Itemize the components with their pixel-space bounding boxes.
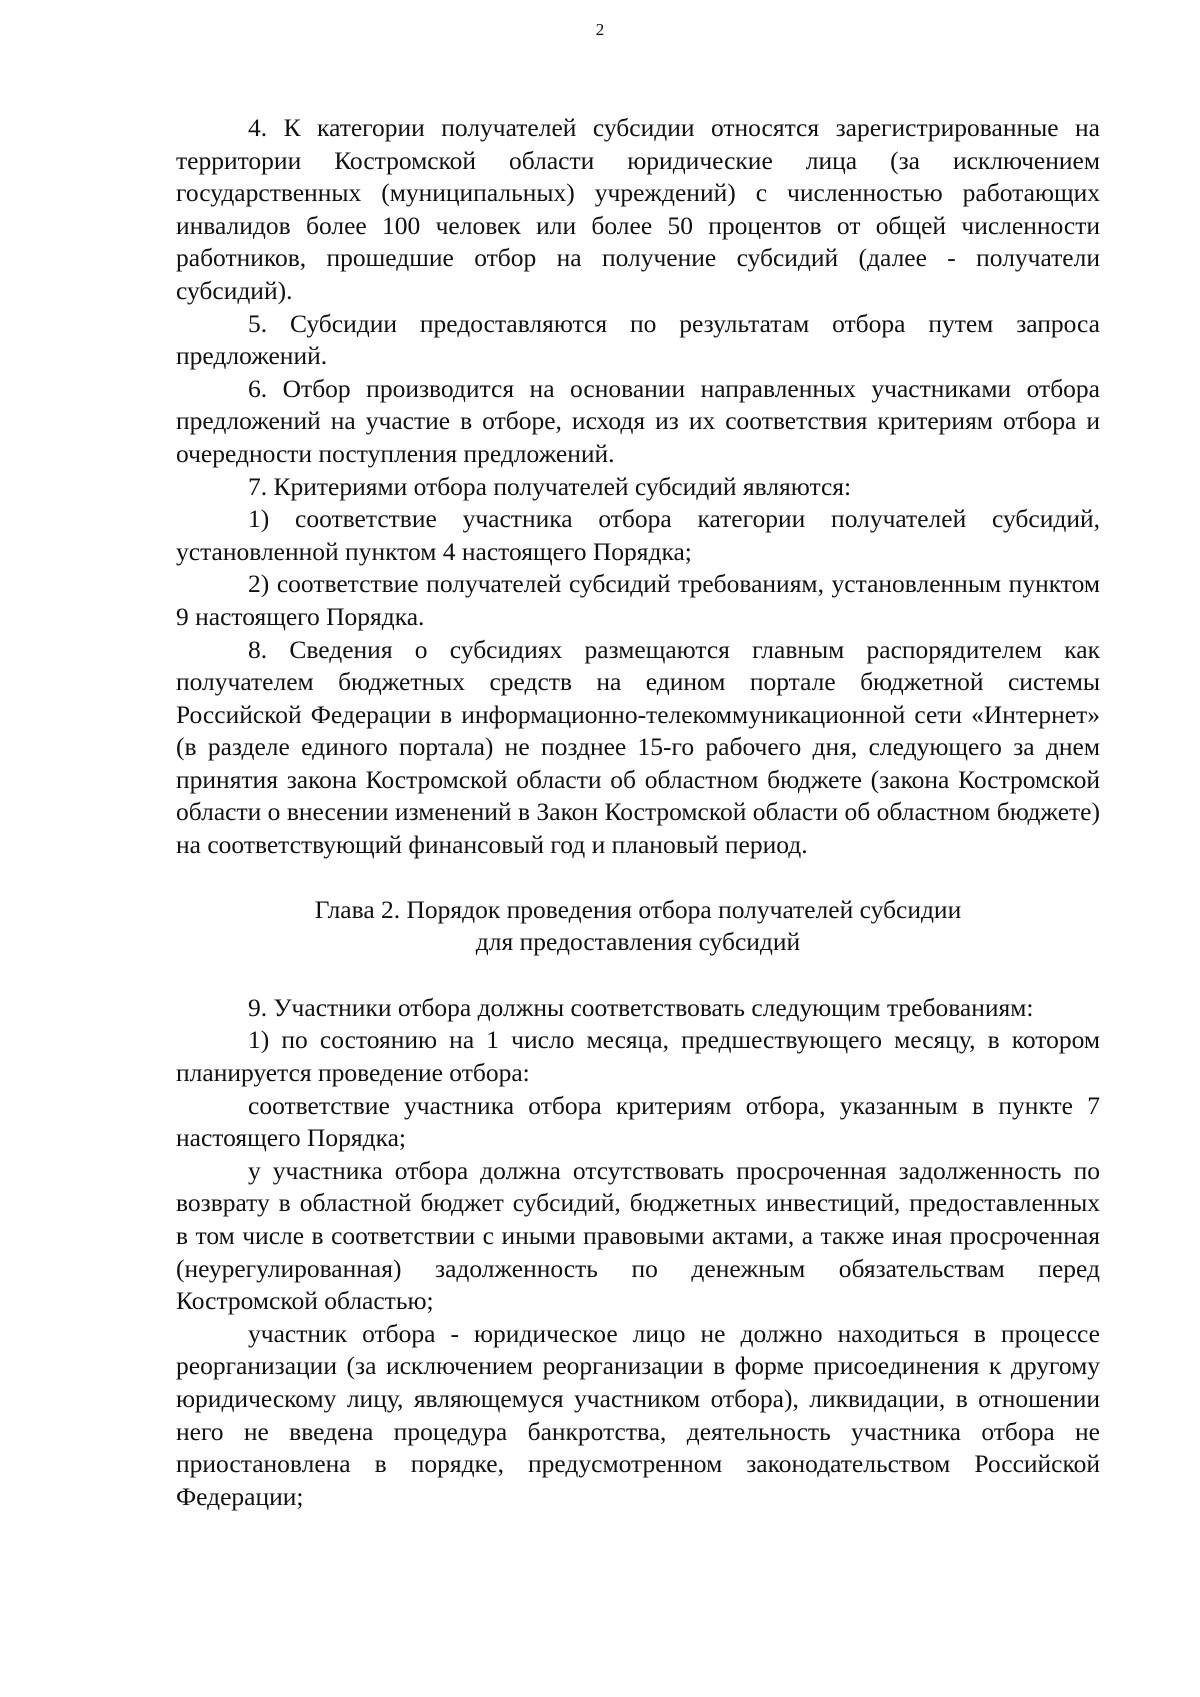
chapter-heading-line-1: Глава 2. Порядок проведения отбора получателей субсидии — [314, 894, 962, 924]
paragraph-item-5: 5. Субсидии предоставляются по результатам отбора путем запроса предложений. — [176, 308, 1100, 371]
paragraph-subitem-7-2: 2) соответствие получателей субсидий требованиям, установленным пунктом 9 настоящего Порядка. — [176, 569, 1100, 631]
chapter-heading-line-2: для предоставления субсидий — [475, 927, 801, 957]
paragraph-requirement-criteria: соответствие участника отбора критериям отбора, указанным в пункте 7 настоящего Порядка; — [176, 1090, 1100, 1153]
paragraph-item-9: 9. Участники отбора должны соответствовать следующим требованиям: — [248, 992, 1034, 1022]
paragraph-item-8: 8. Сведения о субсидиях размещаются главным распорядителем как получателем бюджетных средств на едином портале бюджетной системы Российской Федерации в информационно-телекоммуникационной сети «Интернет» (в разделе единого портала) не позднее 15-го рабочего дня, следующего за днем принятия закона Костромской области об областном бюджете (закона Костромской области о внесении изменений в Закон Костромской области об областном бюджете) на соответствующий финансовый год и плановый период. — [176, 634, 1100, 860]
paragraph-requirement-debt: у участника отбора должна отсутствовать просроченная задолженность по возврату в областной бюджет субсидий, бюджетных инвестиций, предоставленных в том числе в соответствии с иными правовыми актами, а также иная просроченная (неурегулированная) задолженность по денежным обязательствам перед Костромской областью; — [176, 1155, 1100, 1316]
paragraph-requirement-reorganization: участник отбора - юридическое лицо не должно находиться в процессе реорганизации (за исключением реорганизации в форме присоединения к другому юридическому лицу, являющемуся участником отбора), ликвидации, в отношении него не введена процедура банкротства, деятельность участника отбора не приостановлена в порядке, предусмотренном законодательством Российской Федерации; — [176, 1318, 1100, 1511]
paragraph-subitem-7-1: 1) соответствие участника отбора категории получателей субсидий, установленной пунктом 4 настоящего Порядка; — [176, 504, 1100, 566]
chapter-heading — [176, 894, 1100, 959]
paragraph-item-6: 6. Отбор производится на основании направленных участниками отбора предложений на участие в отборе, исходя из их соответствия критериям отбора и очередности поступления предложений. — [176, 373, 1100, 468]
paragraph-item-7: 7. Критериями отбора получателей субсидий являются: — [248, 471, 852, 501]
paragraph-subitem-9-1: 1) по состоянию на 1 число месяца, предшествующего месяцу, в котором планируется проведение отбора: — [176, 1025, 1100, 1088]
paragraph-item-4: 4. К категории получателей субсидии относятся зарегистрированные на территории Костромской области юридические лица (за исключением государственных (муниципальных) учреждений) с численностью работающих инвалидов более 100 человек или более 50 процентов от общей численности работников, прошедшие отбор на получение субсидий (далее - получатели субсидий). — [176, 113, 1100, 305]
document-body — [176, 112, 1100, 1513]
page-number: 2 — [595, 20, 605, 39]
